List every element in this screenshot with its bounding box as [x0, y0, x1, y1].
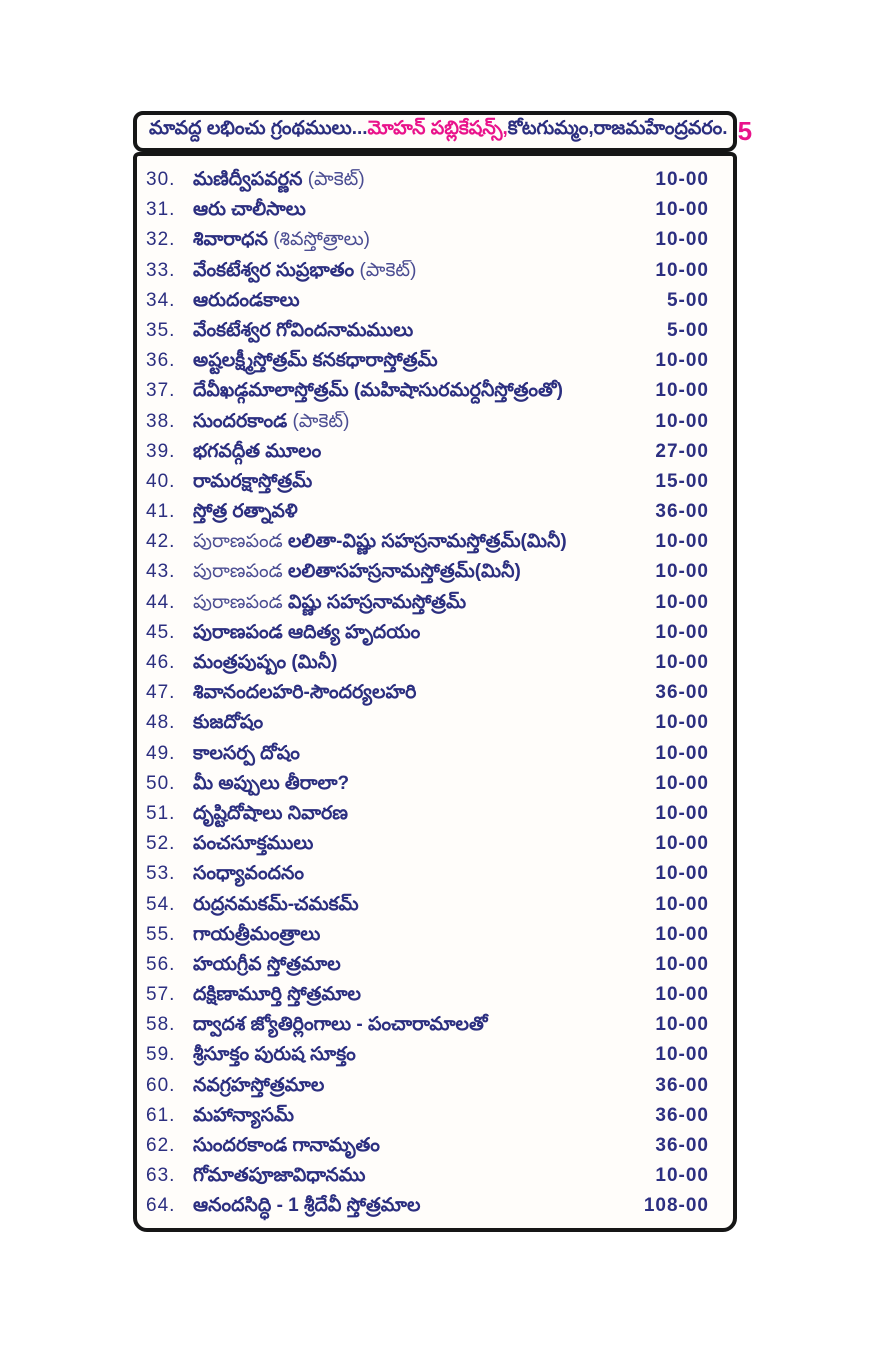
item-price: 10-00: [655, 621, 709, 643]
item-number: 50.: [146, 772, 176, 794]
item-number: 49.: [146, 742, 176, 764]
item-price: 10-00: [655, 1165, 709, 1187]
item-title-light-segment: పురాణపండ: [193, 531, 288, 553]
item-title-segment: మీ అప్పులు తీరాలా?: [193, 772, 350, 794]
list-item: [146, 1131, 709, 1161]
item-title: [193, 165, 655, 195]
item-price: 10-00: [655, 350, 709, 372]
item-title-segment: మహాన్యాసమ్: [193, 1104, 295, 1126]
list-item: [146, 527, 709, 557]
item-title: [193, 1071, 655, 1101]
list-item: [146, 346, 709, 376]
item-price: 10-00: [655, 923, 709, 945]
item-number: 47.: [146, 682, 176, 704]
item-title: [193, 1161, 655, 1191]
item-title-light-segment: (పాకెట్): [292, 410, 350, 432]
item-title-segment: ఆరు చాలీసాలు: [193, 199, 306, 221]
item-title: [193, 346, 655, 376]
item-title: [193, 225, 655, 255]
list-item: [146, 890, 709, 920]
item-title-segment: లలితాసహస్రనామస్తోత్రమ్(మినీ): [287, 561, 521, 583]
list-item: [146, 859, 709, 889]
item-title-segment: దేవీఖడ్గమాలాస్తోత్రమ్ (మహిషాసురమర్దనీస్తోత్రంతో): [193, 380, 563, 402]
item-title-segment: గాయత్రీమంత్రాలు: [193, 923, 321, 945]
item-price: 10-00: [655, 229, 709, 251]
item-number: 40.: [146, 470, 176, 492]
item-price: 10-00: [655, 953, 709, 975]
item-title-segment: వేంకటేశ్వర గోవిందనామములు: [193, 319, 414, 341]
item-title-segment: లలితా-విష్ణు సహస్రనామస్తోత్రమ్(మినీ): [287, 531, 567, 553]
item-number: 44.: [146, 591, 176, 613]
item-title: [193, 1010, 655, 1040]
list-item: [146, 256, 709, 286]
item-title: [193, 829, 655, 859]
item-number: 48.: [146, 712, 176, 734]
item-title-segment: పంచసూక్తములు: [193, 833, 314, 855]
item-title-segment: సుందరకాండ: [193, 410, 293, 432]
list-item: [146, 769, 709, 799]
item-number: 42.: [146, 531, 176, 553]
item-number: 31.: [146, 199, 176, 221]
item-title: [193, 376, 655, 406]
item-title-segment: సంధ్యావందనం: [193, 863, 304, 885]
item-title: [193, 980, 655, 1010]
item-price: 5-00: [666, 289, 709, 311]
item-number: 62.: [146, 1135, 176, 1156]
item-title-segment: ఆనందసిద్ధి - 1 శ్రీదేవీ స్తోత్రమాల: [193, 1195, 421, 1217]
item-number: 55.: [146, 923, 176, 945]
item-number: 30.: [146, 169, 176, 190]
item-price: 108-00: [643, 1195, 709, 1217]
item-title-segment: మణిద్వీపవర్ణన: [193, 169, 308, 190]
item-title: [193, 1101, 655, 1131]
item-title: [193, 678, 655, 708]
item-number: 54.: [146, 893, 176, 915]
item-title-segment: హయగ్రీవ స్తోత్రమాల: [193, 953, 341, 975]
item-price: 36-00: [655, 501, 709, 523]
item-title: [193, 286, 667, 316]
item-title: [193, 769, 655, 799]
item-number: 37.: [146, 380, 176, 402]
list-item: [146, 286, 709, 316]
list-item: [146, 829, 709, 859]
item-title-segment: భగవద్గీత మూలం: [193, 440, 322, 462]
list-item: [146, 1191, 709, 1221]
item-title-segment: ఆరుదండకాలు: [193, 289, 300, 311]
item-number: 38.: [146, 410, 176, 432]
list-item: [146, 980, 709, 1010]
item-title-segment: శివారాధన: [193, 229, 274, 251]
item-number: 64.: [146, 1195, 176, 1217]
item-title: [193, 618, 655, 648]
item-title: [193, 588, 655, 618]
list-item: [146, 1161, 709, 1191]
item-price: 10-00: [655, 833, 709, 855]
item-price: 10-00: [655, 652, 709, 673]
item-title: [193, 1040, 655, 1070]
item-price: 36-00: [655, 1074, 709, 1096]
item-title: [193, 859, 655, 889]
item-price: 10-00: [655, 561, 709, 583]
item-number: 60.: [146, 1074, 176, 1096]
item-number: 63.: [146, 1165, 176, 1187]
catalog-header: [133, 111, 753, 152]
list-item: [146, 1040, 709, 1070]
item-number: 36.: [146, 350, 176, 372]
item-title-segment: దక్షిణామూర్తి స్తోత్రమాల: [193, 984, 362, 1006]
list-item: [146, 376, 709, 406]
item-price: 10-00: [655, 199, 709, 221]
item-title: [193, 437, 655, 467]
publisher-name: మోహన్ పబ్లికేషన్స్,: [367, 117, 508, 139]
item-number: 53.: [146, 863, 176, 885]
item-title-segment: పురాణపండ ఆదిత్య హృదయం: [193, 621, 421, 643]
list-item: [146, 648, 709, 678]
item-title: [193, 950, 655, 980]
item-price: 10-00: [655, 591, 709, 613]
list-item: [146, 618, 709, 648]
item-title-segment: అష్టలక్ష్మీస్తోత్రమ్ కనకధారాస్తోత్రమ్: [193, 350, 438, 372]
list-item: [146, 739, 709, 769]
item-price: 10-00: [655, 1014, 709, 1036]
page-number: 5: [737, 115, 753, 146]
item-title: [193, 1131, 655, 1161]
item-title: [193, 497, 655, 527]
item-title-segment: కాలసర్ప దోషం: [193, 742, 300, 764]
item-number: 59.: [146, 1044, 176, 1066]
header-intro-text: మావద్ద లభించు గ్రంథములు...: [149, 117, 368, 139]
list-item: [146, 195, 709, 225]
item-title-light-segment: (పాకెట్): [307, 169, 365, 190]
list-item: [146, 407, 709, 437]
item-title: [193, 407, 655, 437]
item-price: 36-00: [655, 1104, 709, 1126]
item-title: [193, 195, 655, 225]
item-number: 32.: [146, 229, 176, 251]
item-title-light-segment: (శివస్తోత్రాలు): [273, 229, 370, 251]
item-price: 10-00: [655, 1044, 709, 1066]
item-price: 36-00: [655, 682, 709, 704]
item-title: [193, 557, 655, 587]
item-price: 10-00: [655, 712, 709, 734]
item-number: 56.: [146, 953, 176, 975]
item-title: [193, 708, 655, 738]
item-title-light-segment: (పాకెట్): [359, 259, 417, 281]
item-price: 10-00: [655, 169, 709, 190]
list-item: [146, 708, 709, 738]
item-price: 10-00: [655, 893, 709, 915]
list-item: [146, 799, 709, 829]
item-title: [193, 527, 655, 557]
item-title-segment: శ్రీసూక్తం పురుష సూక్తం: [193, 1044, 356, 1066]
list-item: [146, 467, 709, 497]
item-number: 43.: [146, 561, 176, 583]
item-title: [193, 648, 655, 678]
item-number: 39.: [146, 440, 176, 462]
item-title: [193, 799, 655, 829]
item-title-segment: స్తోత్ర రత్నావళి: [193, 501, 298, 523]
item-title-segment: రుద్రనమకమ్-చమకమ్: [193, 893, 359, 915]
item-title-segment: శివానందలహరి-సౌందర్యలహరి: [193, 682, 417, 704]
item-title: [193, 920, 655, 950]
item-title: [193, 1191, 644, 1221]
item-title: [193, 316, 667, 346]
item-price: 10-00: [655, 772, 709, 794]
item-number: 35.: [146, 319, 176, 341]
item-title-light-segment: పురాణపండ: [193, 591, 288, 613]
item-number: 33.: [146, 259, 176, 281]
item-price: 10-00: [655, 531, 709, 553]
item-price: 36-00: [655, 1135, 709, 1156]
list-item: [146, 588, 709, 618]
item-title: [193, 256, 655, 286]
item-title-segment: వేంకటేశ్వర సుప్రభాతం: [193, 259, 360, 281]
item-number: 41.: [146, 501, 176, 523]
item-number: 58.: [146, 1014, 176, 1036]
item-price: 10-00: [655, 380, 709, 402]
list-item: [146, 316, 709, 346]
list-item: [146, 920, 709, 950]
item-number: 61.: [146, 1104, 176, 1126]
item-title-segment: ద్వాదశ జ్యోతిర్లింగాలు - పంచారామాలతో: [193, 1014, 488, 1036]
item-title-segment: నవగ్రహస్తోత్రమాల: [193, 1074, 325, 1096]
book-list: [133, 152, 737, 1232]
list-item: [146, 950, 709, 980]
list-item: [146, 165, 709, 195]
item-title-segment: మంత్రపుష్పం (మినీ): [193, 652, 338, 673]
item-title-light-segment: పురాణపండ: [193, 561, 288, 583]
item-number: 57.: [146, 984, 176, 1006]
item-number: 46.: [146, 652, 176, 673]
item-price: 27-00: [655, 440, 709, 462]
list-item: [146, 678, 709, 708]
item-title: [193, 739, 655, 769]
item-number: 51.: [146, 802, 176, 824]
item-price: 10-00: [655, 863, 709, 885]
item-price: 10-00: [655, 410, 709, 432]
list-item: [146, 1101, 709, 1131]
list-item: [146, 1071, 709, 1101]
item-price: 5-00: [666, 319, 709, 341]
item-number: 45.: [146, 621, 176, 643]
item-price: 15-00: [655, 470, 709, 492]
list-item: [146, 1010, 709, 1040]
item-title-segment: సుందరకాండ గానామృతం: [193, 1135, 380, 1156]
item-title-segment: రామరక్షాస్తోత్రమ్: [193, 470, 313, 492]
item-number: 52.: [146, 833, 176, 855]
list-item: [146, 497, 709, 527]
publisher-location: కోటగుమ్మం,రాజమహేంద్రవరం.: [507, 117, 728, 139]
item-price: 10-00: [655, 984, 709, 1006]
item-price: 10-00: [655, 742, 709, 764]
item-price: 10-00: [655, 802, 709, 824]
item-number: 34.: [146, 289, 176, 311]
item-title-segment: గోమాతపూజావిధానము: [193, 1165, 366, 1187]
item-title: [193, 890, 655, 920]
item-price: 10-00: [655, 259, 709, 281]
item-title: [193, 467, 655, 497]
item-title-segment: కుజదోషం: [193, 712, 264, 734]
list-item: [146, 557, 709, 587]
item-title-segment: విష్ణు సహస్రనామస్తోత్రమ్: [287, 591, 467, 613]
list-item: [146, 437, 709, 467]
list-item: [146, 225, 709, 255]
item-title-segment: దృష్టిదోషాలు నివారణ: [193, 802, 348, 824]
